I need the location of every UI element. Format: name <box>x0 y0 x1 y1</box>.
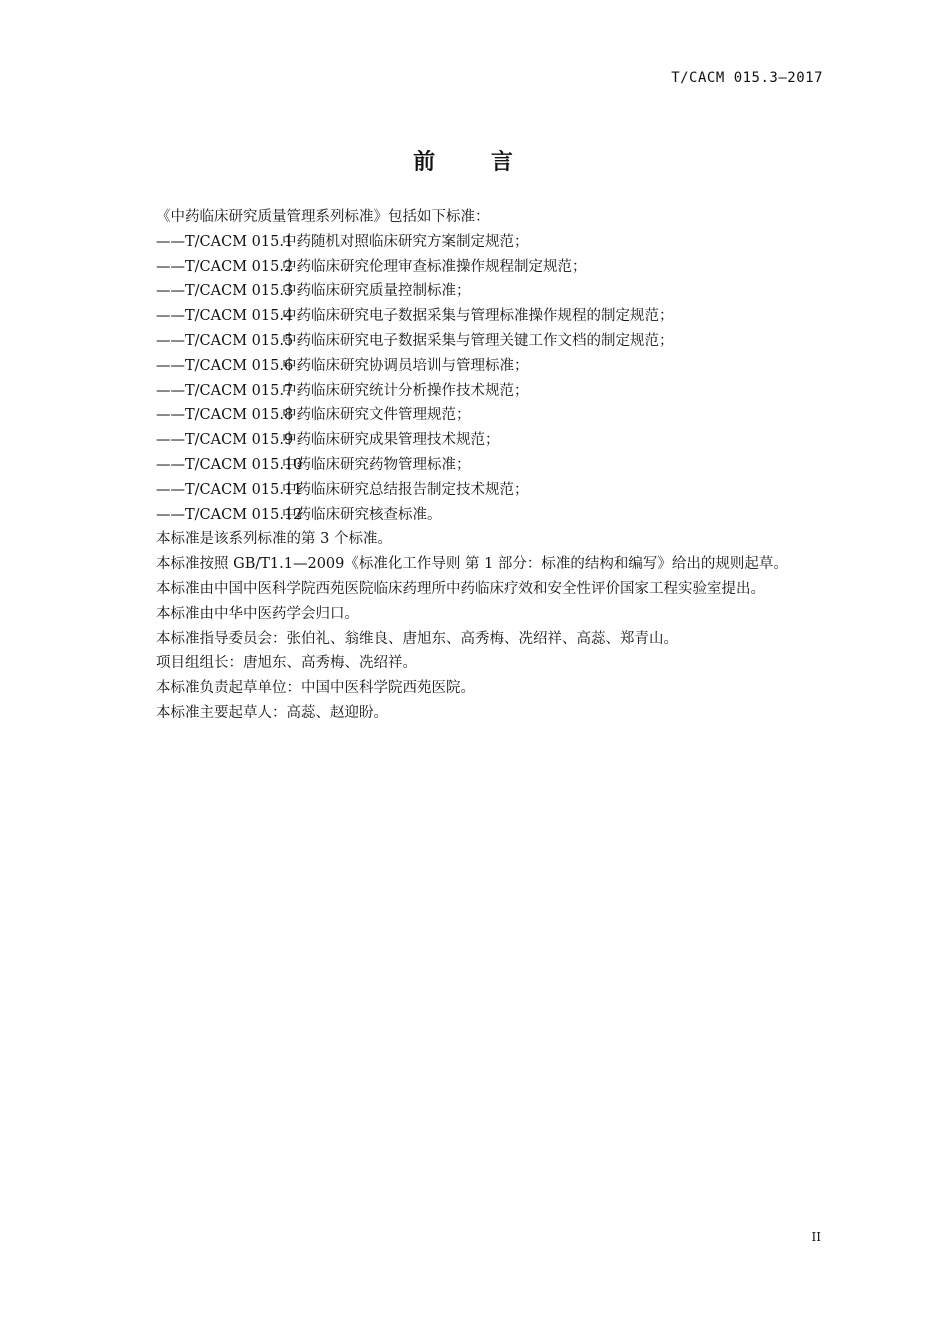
standard-code: ——T/CACM 015.7 <box>156 382 294 399</box>
standard-name: 中药临床研究电子数据采集与管理关键工作文档的制定规范； <box>282 332 674 349</box>
intro-paragraph: 《中药临床研究质量管理系列标准》包括如下标准： <box>156 209 490 225</box>
page-title: 前 言 <box>413 150 537 175</box>
series-position-paragraph: 本标准是该系列标准的第 3 个标准。 <box>156 531 392 548</box>
standard-code: ——T/CACM 015.12 <box>156 506 303 523</box>
list-item <box>127 304 824 329</box>
list-item <box>127 354 824 379</box>
standard-code: ——T/CACM 015.8 <box>156 407 294 424</box>
list-item <box>127 428 824 453</box>
list-item <box>127 230 824 255</box>
list-item <box>127 403 824 428</box>
document-body <box>127 205 824 726</box>
standard-code: ——T/CACM 015.5 <box>156 332 294 349</box>
standard-code: ——T/CACM 015.6 <box>156 357 294 374</box>
document-id-header: T/CACM 015.3—2017 <box>671 70 823 86</box>
standard-code: ——T/CACM 015.11 <box>156 481 303 498</box>
administration-paragraph: 本标准由中华中医药学会归口。 <box>156 605 359 622</box>
list-item <box>127 478 824 503</box>
standards-list <box>127 230 824 528</box>
standard-code: ——T/CACM 015.4 <box>156 308 294 325</box>
standard-code: ——T/CACM 015.3 <box>156 283 294 300</box>
standard-name: 中药临床研究质量控制标准； <box>282 283 471 300</box>
drafting-rules-paragraph: 本标准按照 GB/T1.1—2009《标准化工作导则 第 1 部分：标准的结构和编写》给出的规则起草。 <box>156 556 788 573</box>
standard-name: 中药临床研究协调员培训与管理标准； <box>282 357 529 374</box>
standard-name: 中药临床研究药物管理标准； <box>282 456 471 473</box>
steering-committee-paragraph: 本标准指导委员会：张伯礼、翁维良、唐旭东、高秀梅、冼绍祥、高蕊、郑青山。 <box>156 630 678 647</box>
standard-name: 中药临床研究伦理审查标准操作规程制定规范； <box>282 258 587 275</box>
page-number: II <box>811 1230 821 1244</box>
standard-name: 中药临床研究成果管理技术规范； <box>282 432 500 449</box>
list-item <box>127 255 824 280</box>
list-item <box>127 279 824 304</box>
standard-name: 中药临床研究总结报告制定技术规范； <box>282 481 529 498</box>
drafting-unit-paragraph: 本标准负责起草单位：中国中医科学院西苑医院。 <box>156 680 475 697</box>
drafters-paragraph: 本标准主要起草人：高蕊、赵迎盼。 <box>156 704 388 721</box>
standard-code: ——T/CACM 015.10 <box>156 456 303 473</box>
list-item <box>127 379 824 404</box>
standard-name: 中药随机对照临床研究方案制定规范； <box>282 233 529 250</box>
list-item <box>127 329 824 354</box>
list-item <box>127 503 824 528</box>
standard-name: 中药临床研究统计分析操作技术规范； <box>282 382 529 399</box>
proposer-paragraph: 本标准由中国中医科学院西苑医院临床药理所中药临床疗效和安全性评价国家工程实验室提出。 <box>156 580 765 597</box>
list-item <box>127 453 824 478</box>
standard-code: ——T/CACM 015.2 <box>156 258 294 275</box>
project-leader-paragraph: 项目组组长：唐旭东、高秀梅、冼绍祥。 <box>156 655 417 672</box>
standard-name: 中药临床研究文件管理规范； <box>282 407 471 424</box>
standard-code: ——T/CACM 015.9 <box>156 432 294 449</box>
standard-code: ——T/CACM 015.1 <box>156 233 294 250</box>
standard-name: 中药临床研究电子数据采集与管理标准操作规程的制定规范； <box>282 308 674 325</box>
standard-name: 中药临床研究核查标准。 <box>282 506 442 523</box>
